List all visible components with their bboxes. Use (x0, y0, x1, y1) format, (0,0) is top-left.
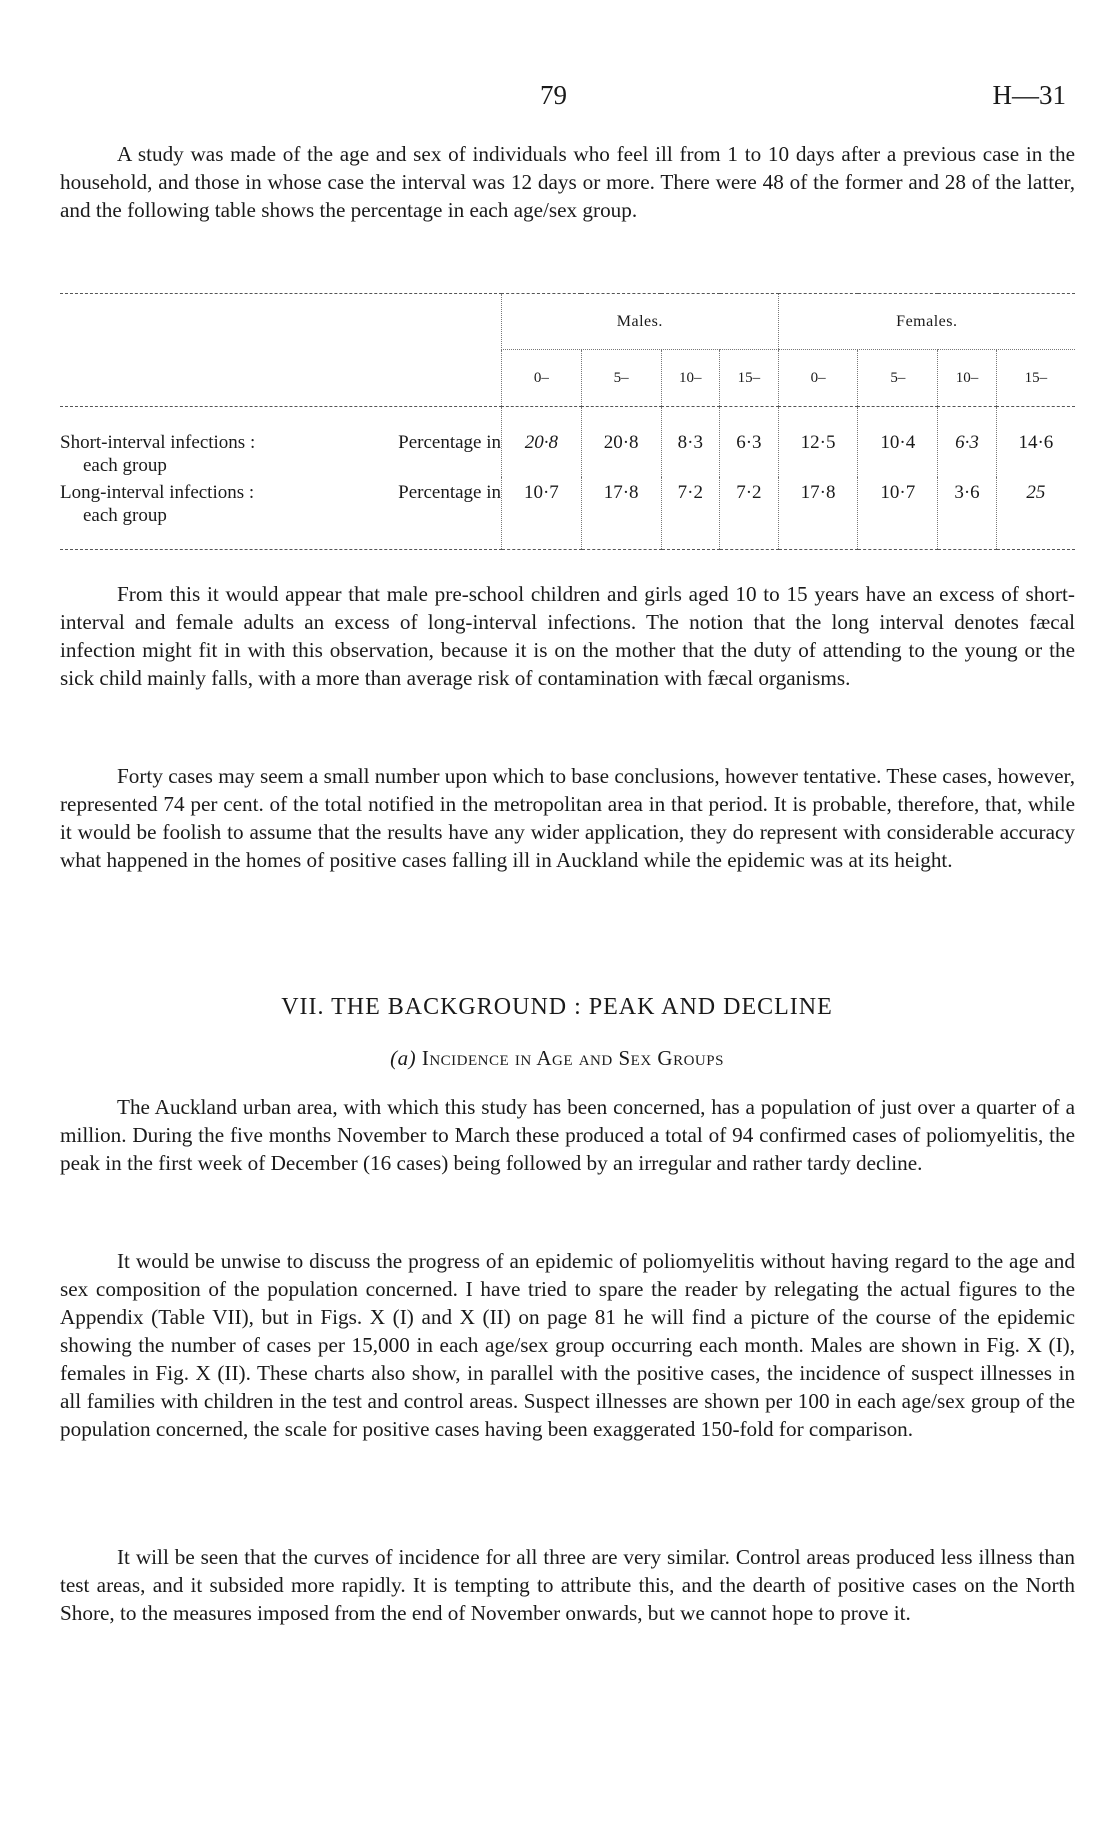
table-stub-header (60, 294, 502, 407)
section-heading: VII. THE BACKGROUND : PEAK AND DECLINE (281, 994, 833, 1020)
table-cell: 10·7 (502, 477, 582, 550)
row-label-category: Long-interval infections : (60, 482, 255, 503)
table-cell: 8·3 (661, 407, 720, 478)
row-label-measure: Percentage in (398, 432, 501, 453)
subheading-text: Incidence in Age and Sex Groups (421, 1046, 724, 1070)
table-row (60, 407, 1075, 478)
table-cell: 12·5 (778, 407, 858, 478)
body-paragraph: From this it would appear that male pre-school children and girls aged 10 to 15 years have an excess of short-interval and female adults an excess of long-interval infections. The notion that the long interval denotes fæcal infection might fit in with this observation, because it is on the mother that the duty of attending to the young or the sick child mainly falls, with a more than average risk of contamination with fæcal organisms. (60, 582, 1075, 690)
table-cell: 7·2 (720, 477, 779, 550)
row-label-category: Short-interval infections : (60, 432, 256, 453)
table-cell: 3·6 (938, 477, 997, 550)
document-reference: H—31 (992, 80, 1066, 110)
table-cell: 7·2 (661, 477, 720, 550)
table-row (60, 477, 1075, 550)
table-cell: 25 (996, 477, 1075, 550)
table-cell: 20·8 (502, 407, 582, 478)
table-cell: 6·3 (938, 407, 997, 478)
body-paragraph: The Auckland urban area, with which this study has been concerned, has a population of just over a quarter of a million. During the five months November to March these produced a total of 94 confirmed cases of poliomyelitis, the peak in the first week of December (16 cases) being followed by an irregular and rather tardy decline. (60, 1095, 1075, 1175)
age-col-header: 5– (581, 350, 661, 407)
intro-paragraph: A study was made of the age and sex of individuals who feel ill from 1 to 10 days after a previous case in the household, and those in whose case the interval was 12 days or more. There were 48 of the former and 28 of the latter, and the following table shows the percentage in each age/sex group. (60, 142, 1075, 222)
age-col-header: 15– (996, 350, 1075, 407)
age-col-header: 15– (720, 350, 779, 407)
row-label (60, 407, 502, 478)
row-label (60, 477, 502, 550)
age-col-header: 10– (938, 350, 997, 407)
row-label-measure: Percentage in (398, 482, 501, 503)
body-paragraph: It will be seen that the curves of incidence for all three are very similar. Control areas produced less illness than test areas, and it subsided more rapidly. It is tempting to attribute this, and the dearth of positive cases on the North Shore, to the measures imposed from the end of November onwards, but we cannot hope to prove it. (60, 1545, 1075, 1625)
table-cell: 10·4 (858, 407, 938, 478)
section-subheading (0, 1046, 1114, 1071)
subheading-prefix: (a) (390, 1046, 417, 1070)
males-group-header: Males. (502, 294, 779, 350)
table-cell: 17·8 (581, 477, 661, 550)
table-cell: 17·8 (778, 477, 858, 550)
table-cell: 10·7 (858, 477, 938, 550)
row-label-continuation: each group (83, 505, 167, 526)
table-group-header-row (60, 294, 1075, 350)
table-cell: 14·6 (996, 407, 1075, 478)
age-col-header: 0– (778, 350, 858, 407)
table-cell: 20·8 (581, 407, 661, 478)
row-label-continuation: each group (83, 455, 167, 476)
page-number: 79 (540, 80, 567, 110)
age-col-header: 0– (502, 350, 582, 407)
age-col-header: 10– (661, 350, 720, 407)
females-group-header: Females. (778, 294, 1075, 350)
body-paragraph: It would be unwise to discuss the progress of an epidemic of poliomyelitis without having regard to the age and sex composition of the population concerned. I have tried to spare the reader by relegating the actual figures to the Appendix (Table VII), but in Figs. X (I) and X (II) on page 81 he will find a picture of the course of the epidemic showing the number of cases per 15,000 in each age/sex group occurring each month. Males are shown in Fig. X (I), females in Fig. X (II). These charts also show, in parallel with the positive cases, the incidence of suspect illnesses in all families with children in the test and control areas. Suspect illnesses are shown per 100 in each age/sex group of the population concerned, the scale for positive cases having been exaggerated 150-fold for comparison. (60, 1249, 1075, 1441)
body-paragraph: Forty cases may seem a small number upon which to base conclusions, however tentative. These cases, however, represented 74 per cent. of the total notified in the metropolitan area in that period. It is probable, therefore, that, while it would be foolish to assume that the results have any wider application, they do represent with considerable accuracy what happened in the homes of positive cases falling ill in Auckland while the epidemic was at its height. (60, 764, 1075, 872)
table-cell: 6·3 (720, 407, 779, 478)
age-sex-percentage-table (60, 293, 1075, 543)
age-col-header: 5– (858, 350, 938, 407)
stats-table (60, 293, 1075, 550)
